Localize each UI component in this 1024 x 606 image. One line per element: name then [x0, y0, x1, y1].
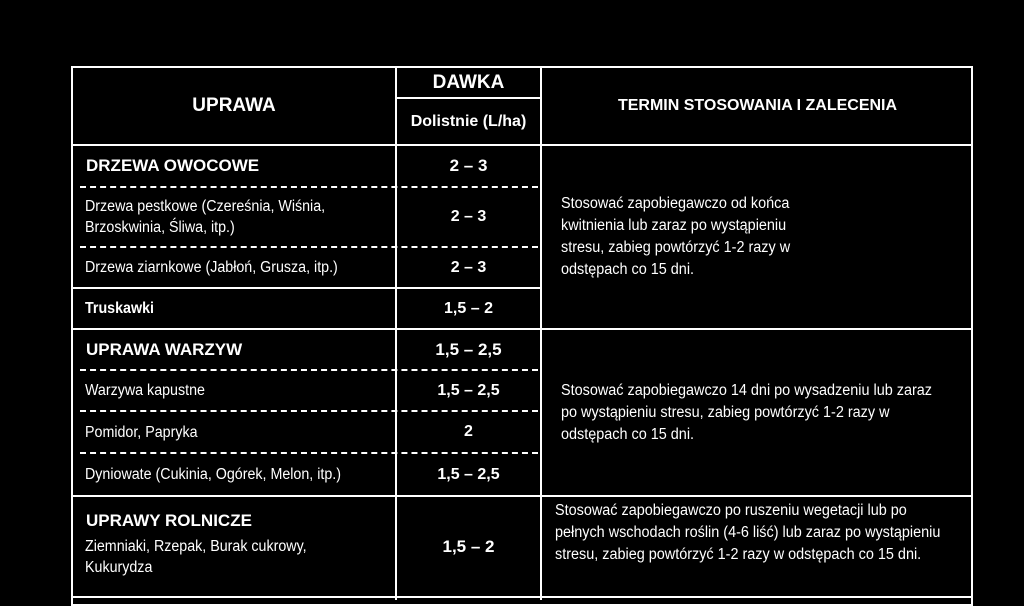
dose-pome-fruit: 2 – 3 — [450, 258, 487, 276]
dose-stone-fruit: 2 – 3 — [450, 208, 487, 225]
recommendation-field: Stosować zapobiegawczo po ruszeniu wegetacji lub po pełnych wschodach roślin (4-6 liść) lub zaraz po wystąpieniu stresu, zabieg powtórzyć 1-2 razy w odstępach co 15 dni. — [555, 502, 941, 563]
category-vegetables: UPRAWA WARZYW — [86, 339, 243, 359]
category-fruit-trees: DRZEWA OWOCOWE — [86, 156, 260, 175]
recommendation-vegetables: Stosować zapobiegawczo 14 dni po wysadzeniu lub zaraz po wystąpieniu stresu, zabieg powtórzyć 1-2 razy w odstępach co 15 dni. — [561, 381, 933, 443]
dose-tomato: 2 — [464, 423, 473, 440]
category-field-crops: UPRAWY ROLNICZE — [86, 511, 252, 530]
dose-cucurbits: 1,5 – 2,5 — [437, 465, 500, 483]
dose-fruit-trees: 2 – 3 — [449, 156, 488, 175]
section-divider — [71, 596, 973, 598]
crops-field-list: Ziemniaki, Rzepak, Burak cukrowy, Kukurydza — [85, 538, 307, 576]
crop-brassica: Warzywa kapustne — [85, 382, 205, 399]
header-dose: DAWKA — [432, 71, 505, 93]
header-term: TERMIN STOSOWANIA I ZALECENIA — [617, 97, 898, 114]
dose-field-crops: 1,5 – 2 — [442, 536, 495, 556]
header-dose-unit: Dolistnie (L/ha) — [410, 113, 527, 130]
col-divider-2 — [540, 66, 542, 600]
dose-strawberries: 1,5 – 2 — [444, 299, 493, 317]
crop-tomato: Pomidor, Papryka — [85, 423, 198, 441]
recommendation-orchard: Stosować zapobiegawczo od końca kwitnienia lub zaraz po wystąpieniu stresu, zabieg powtórzyć 1-2 razy w odstępach co 15 dni. — [561, 195, 791, 278]
header-crop: UPRAWA — [192, 95, 276, 116]
crop-stone-fruit: Drzewa pestkowe (Czereśnia, Wiśnia, Brzoskwinia, Śliwa, itp.) — [85, 198, 326, 236]
crop-strawberries: Truskawki — [85, 300, 154, 317]
dose-vegetables: 1,5 – 2,5 — [435, 339, 502, 359]
crop-cucurbits: Dyniowate (Cukinia, Ogórek, Melon, itp.) — [85, 466, 342, 483]
crop-pome-fruit: Drzewa ziarnkowe (Jabłoń, Grusza, itp.) — [85, 259, 338, 276]
dose-brassica: 1,5 – 2,5 — [437, 381, 500, 399]
